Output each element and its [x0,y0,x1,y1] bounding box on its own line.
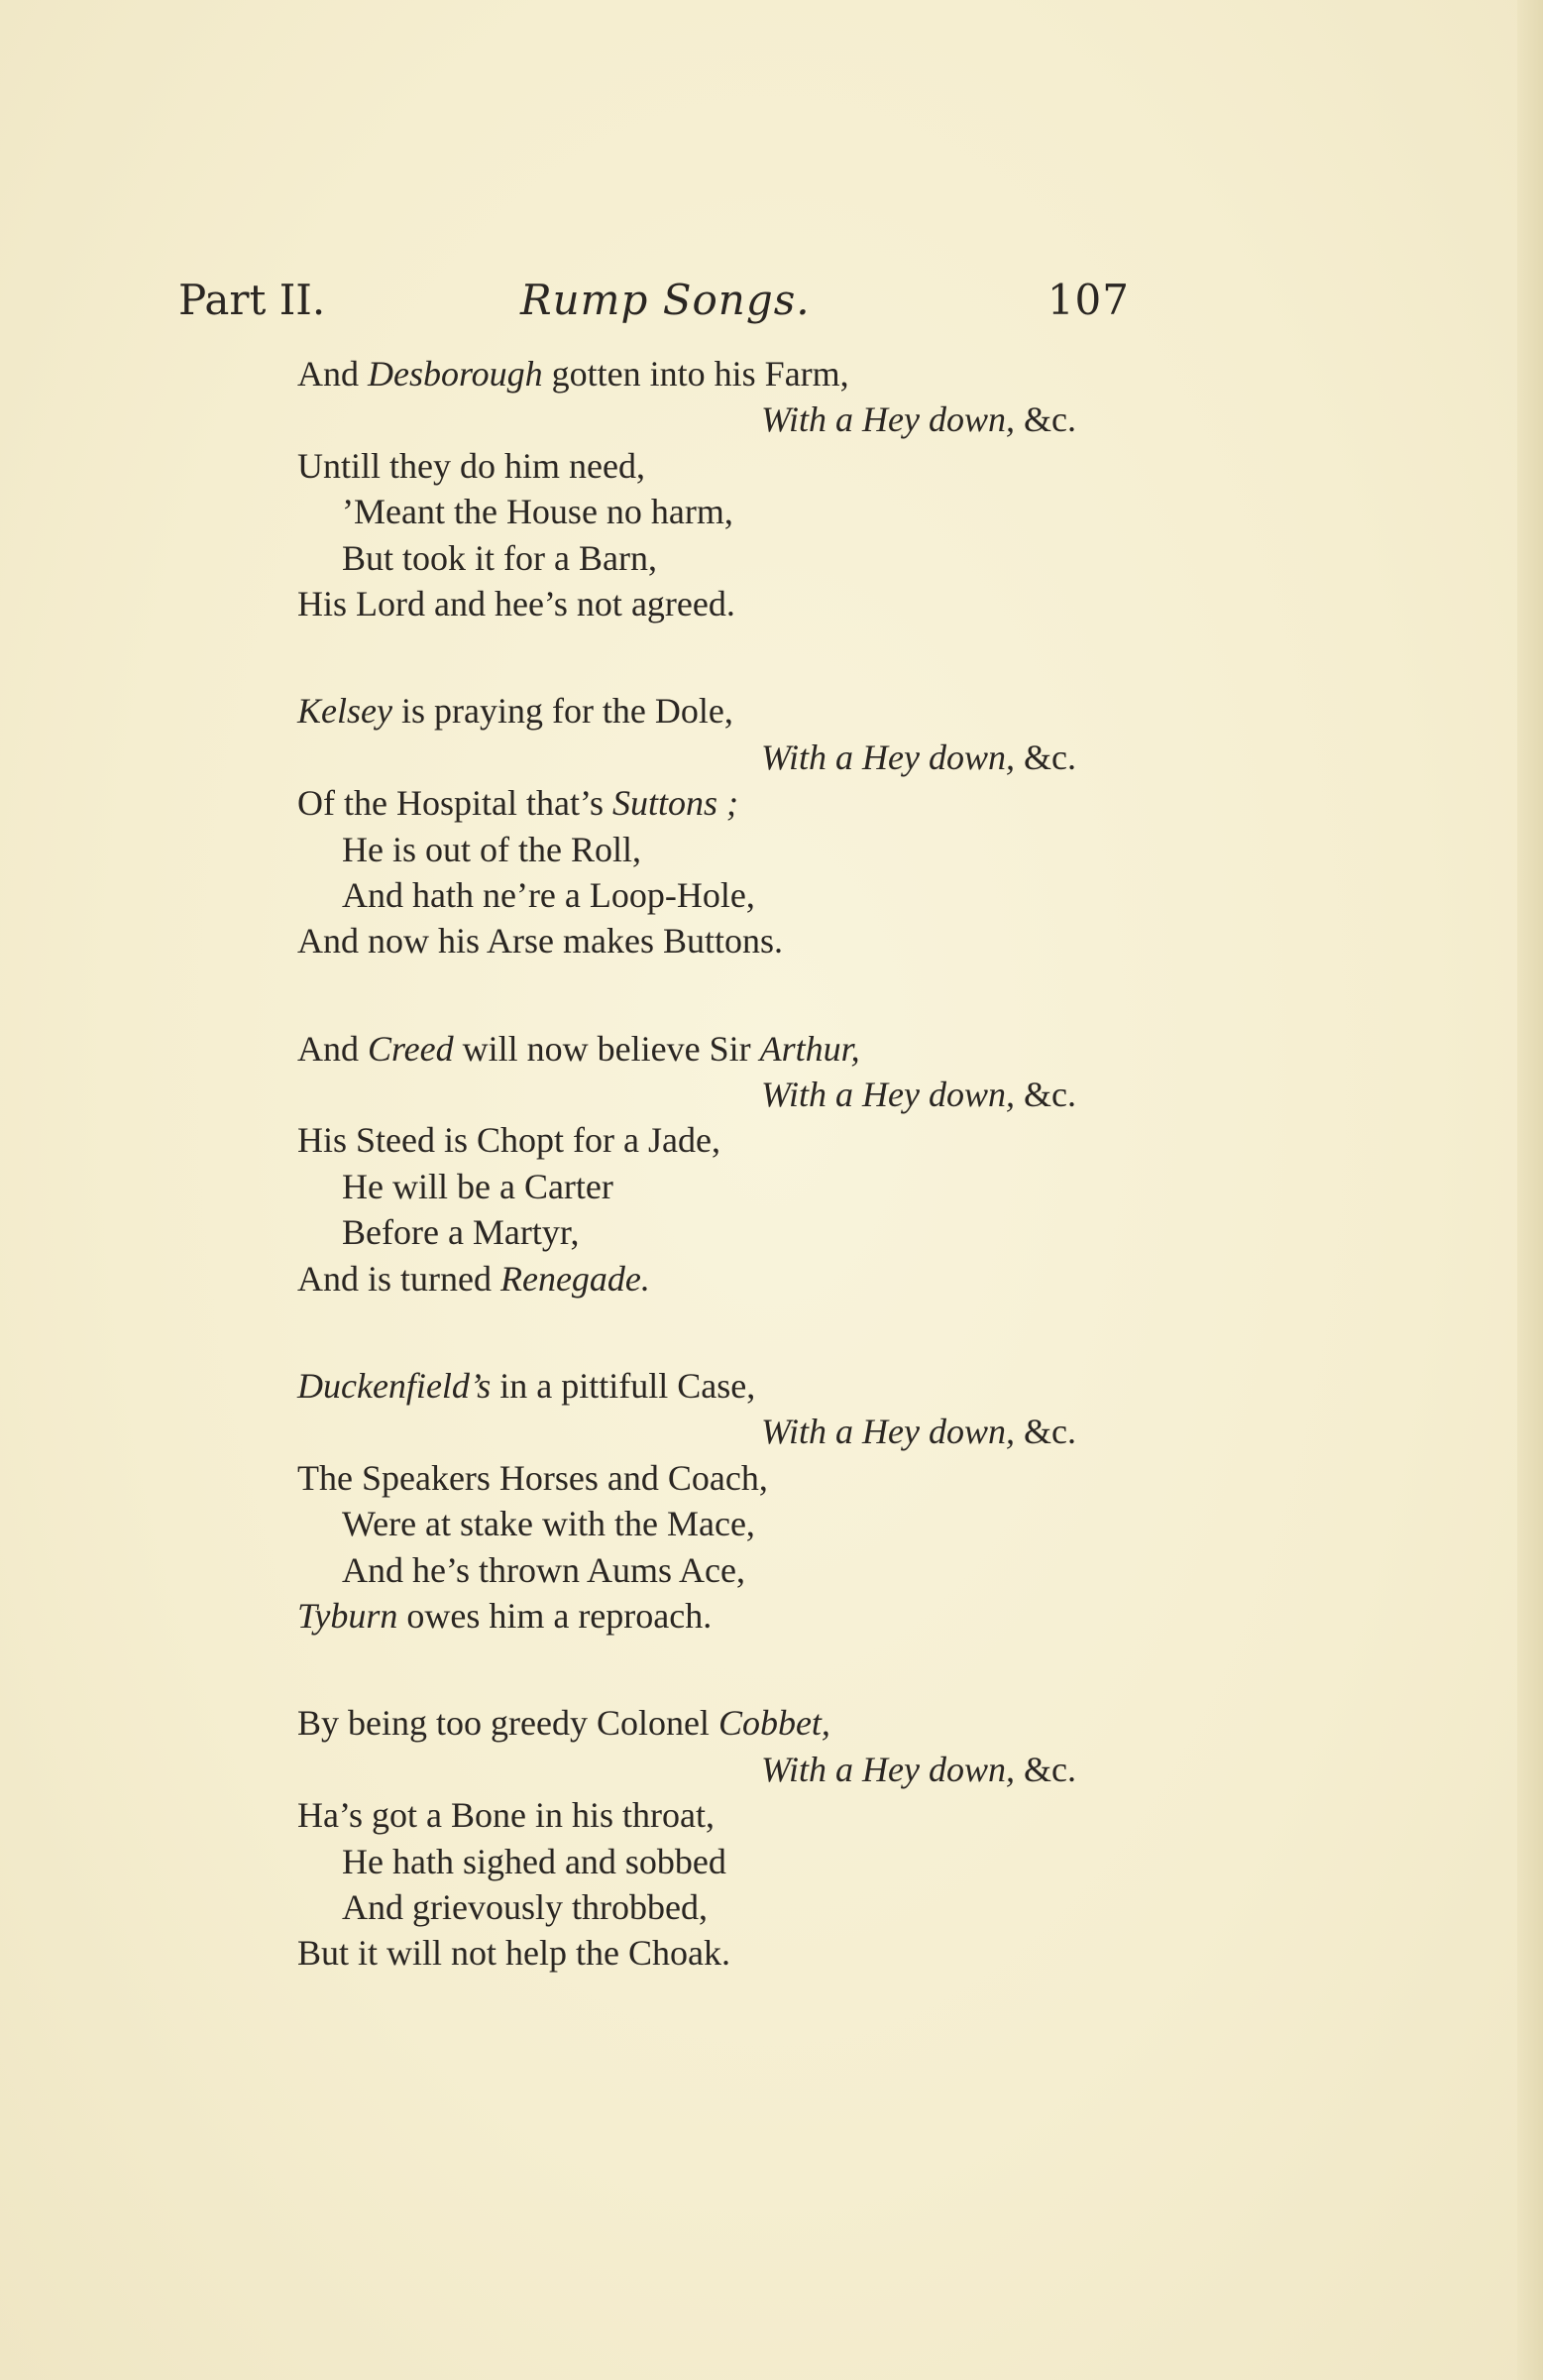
verse-text: The Speakers Horses and Coach, [297,1457,768,1498]
verse-text: And hath ne’re a Loop-Hole, [342,874,755,915]
italic-text: Tyburn [297,1595,398,1636]
verse-text: &c. [1014,1412,1076,1452]
italic-text: Renegade. [499,1258,650,1299]
verse-line [297,443,1150,489]
verse-line [297,351,1150,397]
stanza [297,1026,1150,1302]
italic-text: Desborough [368,354,543,394]
italic-text: Arthur, [759,1028,860,1069]
verse-line [297,1700,1150,1746]
verse-text: &c. [1014,737,1076,777]
italic-text: With a Hey down, [761,1075,1015,1115]
verse-line [297,1884,1150,1930]
verse-line [297,1455,1150,1501]
italic-text: With a Hey down, [761,399,1015,440]
verse-line [297,1363,1150,1409]
verse-text: He is out of the Roll, [342,829,641,869]
verse-line [297,1501,1150,1546]
verse-text: Before a Martyr, [342,1212,580,1253]
verse-line [297,1256,1150,1302]
verse-text: in a pittifull Case, [491,1366,756,1407]
part-label: Part II. [178,276,326,324]
verse-text: will now believe Sir [453,1028,760,1069]
verse-text: He hath sighed and sobbed [342,1841,726,1881]
verse-text: But it will not help the Choak. [297,1933,730,1974]
italic-text: Kelsey [297,691,392,732]
verse-line [297,1792,1150,1838]
verse-text: &c. [1014,1749,1076,1789]
verse-text: But took it for a Barn, [342,537,657,578]
verse-text: And is turned [297,1258,500,1299]
stanza [297,1700,1150,1976]
verse-text: He will be a Carter [342,1166,613,1206]
verse-line [297,1164,1150,1209]
verse-line [297,688,1150,734]
verse-text: And [297,354,368,394]
verse-line [297,1026,1150,1072]
stanza [297,1363,1150,1639]
verse-text: His Steed is Chopt for a Jade, [297,1120,720,1161]
verse-line [297,535,1150,581]
page-number: 107 [1047,276,1130,324]
page-edge [1517,0,1543,2380]
verse-text: Were at stake with the Mace, [342,1504,755,1544]
italic-text: Creed [368,1028,454,1069]
verse-text: &c. [1014,1075,1076,1115]
verse-text: is praying for the Dole, [391,691,733,732]
verse-line [297,1593,1150,1639]
verse-line [297,489,1150,534]
verse-line [297,1547,1150,1593]
verse-text: And now his Arse makes Buttons. [297,921,783,962]
running-title: Rump Songs. [520,276,811,324]
verse-line [297,581,1150,626]
verse-text: Ha’s got a Bone in his throat, [297,1795,715,1836]
refrain-line [297,1747,1150,1792]
italic-text: Duckenfield’s [297,1366,492,1407]
refrain-line [297,397,1150,442]
verse-text: owes him a reproach. [397,1595,713,1636]
verse-text: &c. [1014,399,1076,440]
italic-text: With a Hey down, [761,1749,1015,1789]
verse-line [297,872,1150,918]
refrain-line [297,735,1150,780]
refrain-line [297,1072,1150,1117]
verse-line [297,827,1150,872]
verse-text: And he’s thrown Aums Ace, [342,1549,745,1590]
verse-text: And [297,1028,368,1069]
italic-text: With a Hey down, [761,1412,1015,1452]
italic-text: With a Hey down, [761,737,1015,777]
running-header [178,266,1130,335]
verse-line [297,780,1150,826]
poem-body [297,351,1150,2038]
verse-line [297,918,1150,963]
verse-line [297,1117,1150,1163]
verse-text: ’Meant the House no harm, [342,492,733,532]
verse-text: By being too greedy Colonel [297,1703,718,1744]
verse-text: Untill they do him need, [297,445,645,486]
stanza [297,351,1150,626]
verse-line [297,1839,1150,1884]
verse-line [297,1209,1150,1255]
verse-text: gotten into his Farm, [542,354,849,394]
italic-text: Suttons ; [611,783,738,824]
verse-text: And grievously throbbed, [342,1886,708,1927]
verse-text: Of the Hospital that’s [297,783,612,824]
verse-line [297,1930,1150,1976]
verse-text: His Lord and hee’s not agreed. [297,583,735,623]
italic-text: Cobbet, [717,1703,830,1744]
stanza [297,688,1150,963]
refrain-line [297,1409,1150,1454]
